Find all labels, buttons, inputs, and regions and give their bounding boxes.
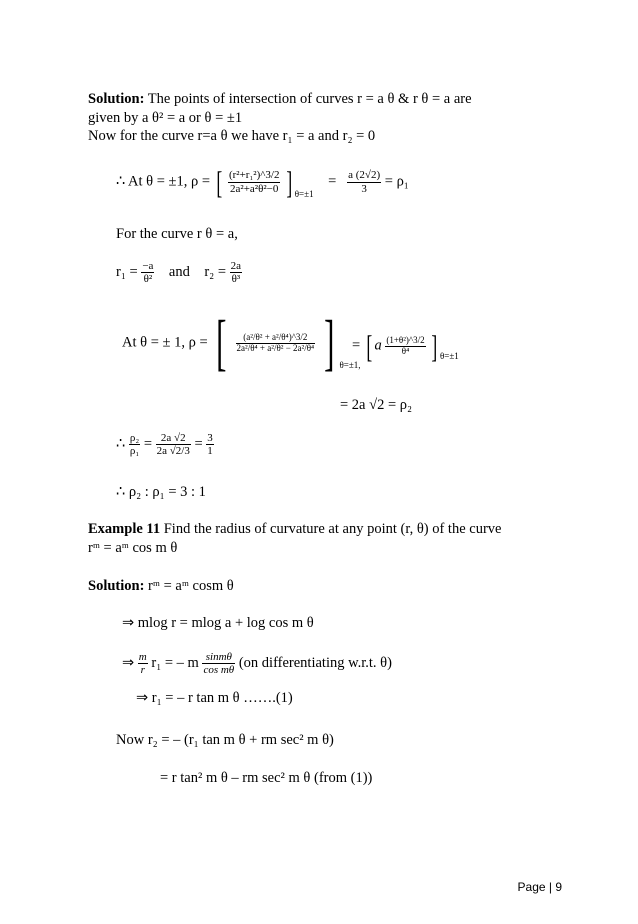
rho2-fraction [236, 333, 316, 354]
step4: Now r₂ = – (r₁ tan m θ + rm sec² m θ) [116, 732, 334, 748]
solution2-line [88, 579, 234, 594]
ratio-mid-denominator: 2a √2/3 [156, 445, 190, 458]
r1-r2-line [116, 260, 242, 285]
rho1-result-fraction [347, 169, 381, 194]
rho2-result-fraction [385, 336, 425, 357]
rho2-formula [122, 309, 361, 377]
r2-label: r₂ = [204, 263, 227, 280]
bracket-left: [ [216, 309, 227, 377]
r1-numerator: −a [142, 260, 154, 272]
rho1-equals: = [328, 173, 337, 190]
ratio-numerator: ρ₂ [129, 432, 140, 444]
sin-cos-fraction [202, 651, 235, 676]
rho2-result-numerator: (1+θ²)^3/2 [386, 334, 425, 345]
bracket-left: [ [366, 328, 373, 364]
step2-note: (on differentiating w.r.t. θ) [235, 654, 392, 671]
example-heading-line [88, 522, 501, 537]
rho2-result-subscript: θ=±1 [439, 351, 459, 362]
step1: ⇒ mlog r = mlog a + log cos m θ [122, 615, 314, 631]
cos-denominator: cos mθ [203, 664, 235, 677]
and-word: and [168, 263, 190, 280]
rho2-numerator: (a²/θ² + a²/θ⁴)^3/2 [243, 331, 308, 342]
rho2-denominator: 2a²/θ⁴ + a²/θ² − 2a²/θ⁴ [236, 342, 315, 353]
r1-denominator: θ² [141, 272, 154, 285]
step3: ⇒ r₁ = – r tan m θ …….(1) [136, 690, 293, 706]
rho1-formula [116, 166, 409, 198]
solution-label: Solution: [88, 91, 145, 107]
rho1-result-denominator: 3 [347, 182, 381, 195]
rho2-simplified [352, 330, 459, 362]
ratio-mid-numerator: 2a √2 [160, 432, 186, 444]
step5: = r tan² m θ – rm sec² m θ (from (1)) [160, 770, 373, 786]
ratio-result-denominator: 1 [207, 445, 213, 458]
rho1-prefix: ∴ At θ = ±1, ρ = [116, 173, 214, 190]
bracket-right: ] [286, 164, 293, 200]
ratio-result-numerator: 3 [207, 432, 213, 444]
rho2-value: = 2a √2 = ρ₂ [340, 397, 413, 413]
rho1-result: = ρ₁ [384, 173, 409, 190]
example-label: Example 11 [88, 521, 161, 537]
bracket-right: ] [323, 309, 335, 377]
rho2-equals: = [352, 337, 361, 354]
rho1-fraction [228, 169, 281, 194]
bracket-right: ] [431, 328, 438, 364]
ratio-conclusion: ∴ ρ₂ : ρ₁ = 3 : 1 [116, 484, 206, 500]
m-numerator: m [138, 651, 147, 663]
sin-numerator: sinmθ [205, 651, 232, 663]
rho1-numerator: (r²+r₁²)^3/2 [228, 169, 280, 182]
ratio-denominator: ρ₁ [129, 445, 140, 458]
solution2-label: Solution: [88, 578, 145, 594]
r2-numerator: 2a [230, 260, 242, 272]
implies-symbol: ⇒ [122, 654, 135, 671]
ratio-formula: ∴ $\frac{\text{ρ₂}}{\text{ρ₁}}$ = $\frac{2a √2}{2a √2/3}$ = $\frac{3}{1}$ [116, 432, 213, 458]
therefore-symbol: ∴ [116, 435, 126, 452]
curve2-heading: For the curve r θ = a, [116, 226, 238, 242]
solution2-text: rᵐ = aᵐ cosm θ [144, 578, 234, 594]
rho2-prefix: At θ = ± 1, ρ = [122, 334, 208, 351]
example-text: Find the radius of curvature at any point (r, θ) of the curve [160, 521, 502, 537]
rho2-result-denominator: θ⁴ [385, 346, 425, 357]
ratio-fraction [129, 432, 140, 457]
step2-middle: r₁ = – m [147, 654, 203, 671]
intersection-line: given by a θ² = a or θ = ±1 [88, 110, 243, 126]
rho2-subscript: θ=±1, [339, 360, 361, 371]
r2-denominator: θ³ [231, 273, 241, 286]
example-curve: rᵐ = aᵐ cos m θ [88, 540, 178, 556]
solution-intro-text: The points of intersection of curves r = a θ & r θ = a are [144, 91, 472, 107]
bracket-left: [ [216, 164, 222, 200]
curve1-radii-line: Now for the curve r=a θ we have r₁ = a and r₂ = 0 [88, 128, 376, 144]
a-symbol: a [374, 337, 382, 354]
step2 [122, 651, 392, 676]
solution-intro-line [88, 92, 472, 107]
ratio-mid-fraction [156, 432, 191, 457]
r1-fraction [141, 260, 154, 285]
r2-fraction [230, 260, 242, 285]
ratio-result-fraction [206, 432, 214, 457]
rho1-result-numerator: a (2√2) [348, 169, 381, 182]
r1-label: r₁ = [116, 263, 138, 280]
rho1-subscript: θ=±1 [294, 189, 314, 200]
rho1-denominator: 2a²+a²θ²−0 [228, 182, 281, 195]
m-over-r-fraction [138, 651, 148, 676]
r-denominator: r [138, 663, 148, 676]
page-number: Page | 9 [517, 880, 562, 894]
